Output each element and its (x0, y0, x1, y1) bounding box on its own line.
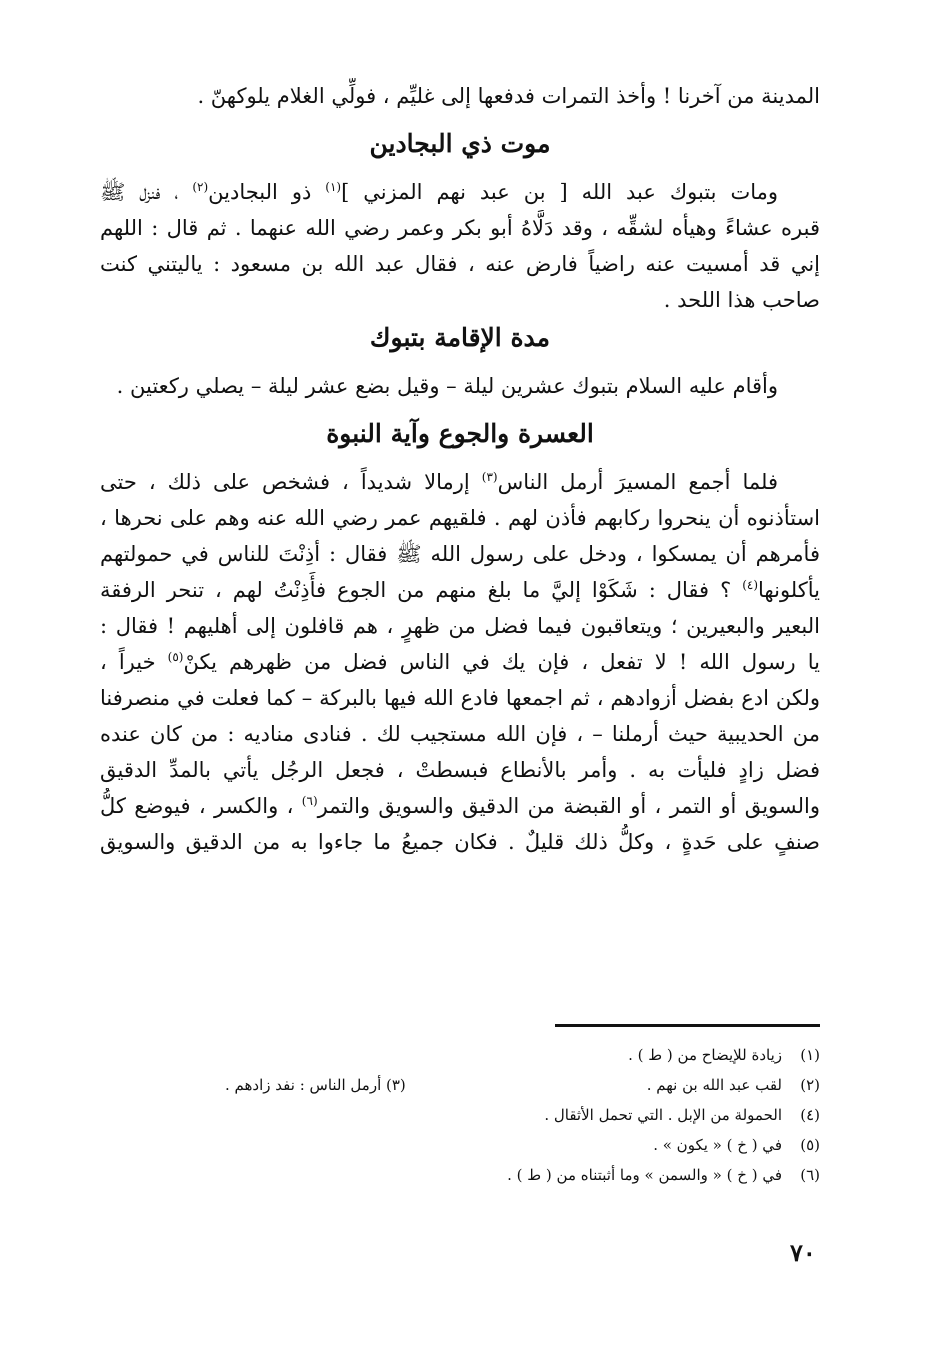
footnote-3: (٣) أرمل الناس : نفد زادهم . (225, 1076, 406, 1094)
paragraph-line: فأمرهم أن يمسكوا ، ودخل على رسول الله ﷺ فقال : أذِنْتَ للناس في حمولتهم (100, 542, 820, 566)
footnote-ref[interactable]: (٦) (301, 794, 318, 808)
footnote-4 (200, 1100, 820, 1130)
paragraph-line: قبره عشاءً وهيأه لشقِّه ، وقد دَلَّاهُ أبو بكر وعمر رضي الله عنهما . ثم قال : اللهم (100, 216, 820, 240)
paragraph-line: فضل زادٍ فليأت به . وأمر بالأنطاع فبسطتْ ، فجعل الرجُل يأتي بالمدِّ الدقيق (100, 758, 820, 782)
footnote-number: (٥) (800, 1136, 820, 1154)
footnote-number: (١) (800, 1046, 820, 1064)
page-body (100, 78, 820, 860)
footnote-text: الحمولة من الإبل . التي تحمل الأثقال . (544, 1106, 782, 1124)
page-number: ٧٠ (790, 1238, 816, 1267)
paragraph-line: فلما أجمع المسيرَ أرمل الناس$^{(٣)}$ إرمالا شديداً ، فشخص على ذلك ، حتى (100, 470, 778, 494)
footnote-5 (200, 1130, 820, 1160)
section-heading-hardship-and-sign: العسرة والجوع وآية النبوة (326, 419, 594, 448)
footnote-ref[interactable]: (٣) (481, 470, 498, 484)
opening-line: المدينة من آخرنا ! وأخذ التمرات فدفعها إلى غليِّم ، فولِّي الغلام يلوكهنّ . (197, 84, 820, 108)
paragraph-line: يا رسول الله ! لا تفعل ، فإن يك في الناس فضل من ظهرهم يكنْ$^{(٥)}$ خيراً ، (100, 650, 820, 674)
footnote-6 (200, 1160, 820, 1190)
paragraph-line: من الحديبية حيث أرملنا – ، فإن الله مستجيب لك . فنادى مناديه : من كان عنده (100, 722, 820, 746)
footnote-ref[interactable]: (٥) (167, 650, 184, 664)
footnote-text: زيادة للإيضاح من ( ط ) . (628, 1046, 782, 1064)
section-heading-death-dhul-bijadayn: موت ذي البجادين (369, 129, 551, 158)
footnote-2 (200, 1070, 820, 1100)
paragraph-line: البعير والبعيرين ؛ ويتعاقبون فيما فضل من ظهرٍ ، هم قافلون إلى أهليهم ! فقال : (100, 614, 820, 638)
paragraph-line: صنفٍ على حَدةٍ ، وكلُّ ذلك قليلٌ . فكان جميعُ ما جاءوا به من الدقيق والسويق (100, 830, 820, 854)
footnote-1 (200, 1040, 820, 1070)
paragraph-line: ومات بتبوك عبد الله [ بن عبد نهم المزني ]$^{(١)}$ ذو البجادين$^{(٢)}$ ، فنزل ﷺ (100, 180, 778, 204)
paragraph-line: وأقام عليه السلام بتبوك عشرين ليلة – وقيل بضع عشر ليلة – يصلي ركعتين . (116, 374, 778, 398)
footnote-divider (555, 1024, 820, 1027)
footnote-number: (٦) (800, 1166, 820, 1184)
footnote-text: في ( خ ) « يكون » . (653, 1136, 782, 1154)
footnote-ref[interactable]: (٤) (742, 578, 759, 592)
paragraph-line: استأذنوه أن ينحروا ركابهم فأذن لهم . فلقيهم عمر رضي الله عنه وهم على نحرها ، (100, 506, 820, 530)
footnote-number: (٤) (800, 1106, 820, 1124)
paragraph-line: إني قد أمسيت عنه راضياً فارض عنه ، فقال عبد الله بن مسعود : ياليتني كنت (100, 252, 820, 276)
footnote-number: (٢) (800, 1076, 820, 1094)
footnote-text: لقب عبد الله بن نهم . (646, 1076, 782, 1094)
footnotes (200, 1040, 820, 1190)
footnote-ref[interactable]: (١) (325, 180, 342, 194)
paragraph-line: والسويق أو التمر ، أو القبضة من الدقيق والسويق والتمر$^{(٦)}$ ، والكسر ، فيوضع كلُّ (100, 794, 820, 818)
section-heading-stay-at-tabuk: مدة الإقامة بتبوك (369, 323, 551, 352)
footnote-ref[interactable]: (٢) (192, 180, 209, 194)
paragraph-line: ولكن ادع بفضل أزوادهم ، ثم اجمعها فادع الله فيها بالبركة – كما فعلت في منصرفنا (100, 686, 820, 710)
footnote-text: في ( خ ) « والسمن » وما أثبتناه من ( ط ) . (507, 1166, 782, 1184)
paragraph-line: يأكلونها$^{(٤)}$ ؟ فقال : شَكَوْا إليَّ ما بلغ منهم من الجوع فأَذِنْتُ لهم ، تنحر الرفقة (100, 578, 820, 602)
paragraph-line: صاحب هذا اللحد . (663, 288, 820, 312)
